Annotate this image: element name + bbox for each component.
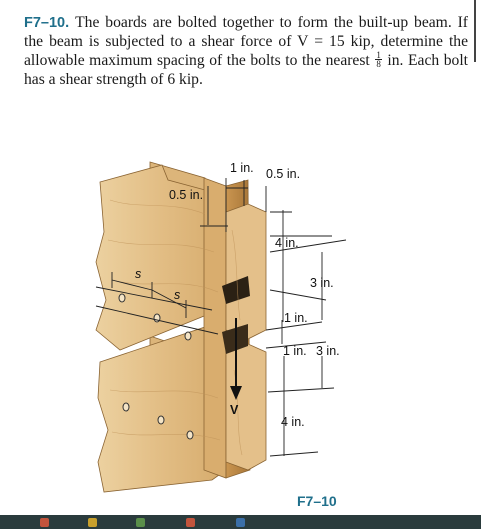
bolt-3 — [185, 332, 191, 340]
label-v: V — [230, 403, 239, 417]
bolt-6 — [187, 431, 193, 439]
strip-icon-3 — [136, 518, 145, 527]
fraction-denominator: 8 — [376, 59, 381, 70]
right-board-upper — [226, 204, 266, 340]
label-0-5in-top: 0.5 in. — [266, 167, 301, 181]
bolt-1 — [119, 294, 125, 302]
bolt-4 — [123, 403, 129, 411]
label-4in-lower: 4 in. — [281, 415, 305, 429]
fraction-numerator: 1 — [376, 50, 381, 61]
wood-boards — [96, 162, 266, 492]
label-s-upper: s — [135, 267, 142, 281]
label-3in-upper: 3 in. — [310, 276, 334, 290]
web-board-front — [204, 178, 226, 478]
strip-icon-2 — [88, 518, 97, 527]
strip-icon-5 — [236, 518, 245, 527]
strip-icon-4 — [186, 518, 195, 527]
figure-caption: F7–10 — [297, 493, 337, 509]
problem-text-part2: in. Each bolt has a shear strength of 6 kip. — [24, 52, 468, 88]
label-1in-mid: 1 in. — [284, 311, 308, 325]
label-1in-top: 1 in. — [230, 161, 254, 175]
label-4in-upper: 4 in. — [275, 236, 299, 250]
bottom-strip — [0, 515, 481, 529]
label-1in-lower: 1 in. — [283, 344, 307, 358]
problem-text-part1: The boards are bolted together to form the built-up beam. If the beam is subjected to a shear force of V = 15 kip, determine the allowable maximum spacing of the bolts to the nearest — [24, 14, 468, 70]
strip-icon-1 — [40, 518, 49, 527]
label-0-5in-left: 0.5 in. — [169, 188, 204, 202]
bolt-5 — [158, 416, 164, 424]
label-3in-lower: 3 in. — [316, 344, 340, 358]
problem-number: F7–10. — [24, 15, 70, 31]
label-s-lower: s — [174, 288, 181, 302]
